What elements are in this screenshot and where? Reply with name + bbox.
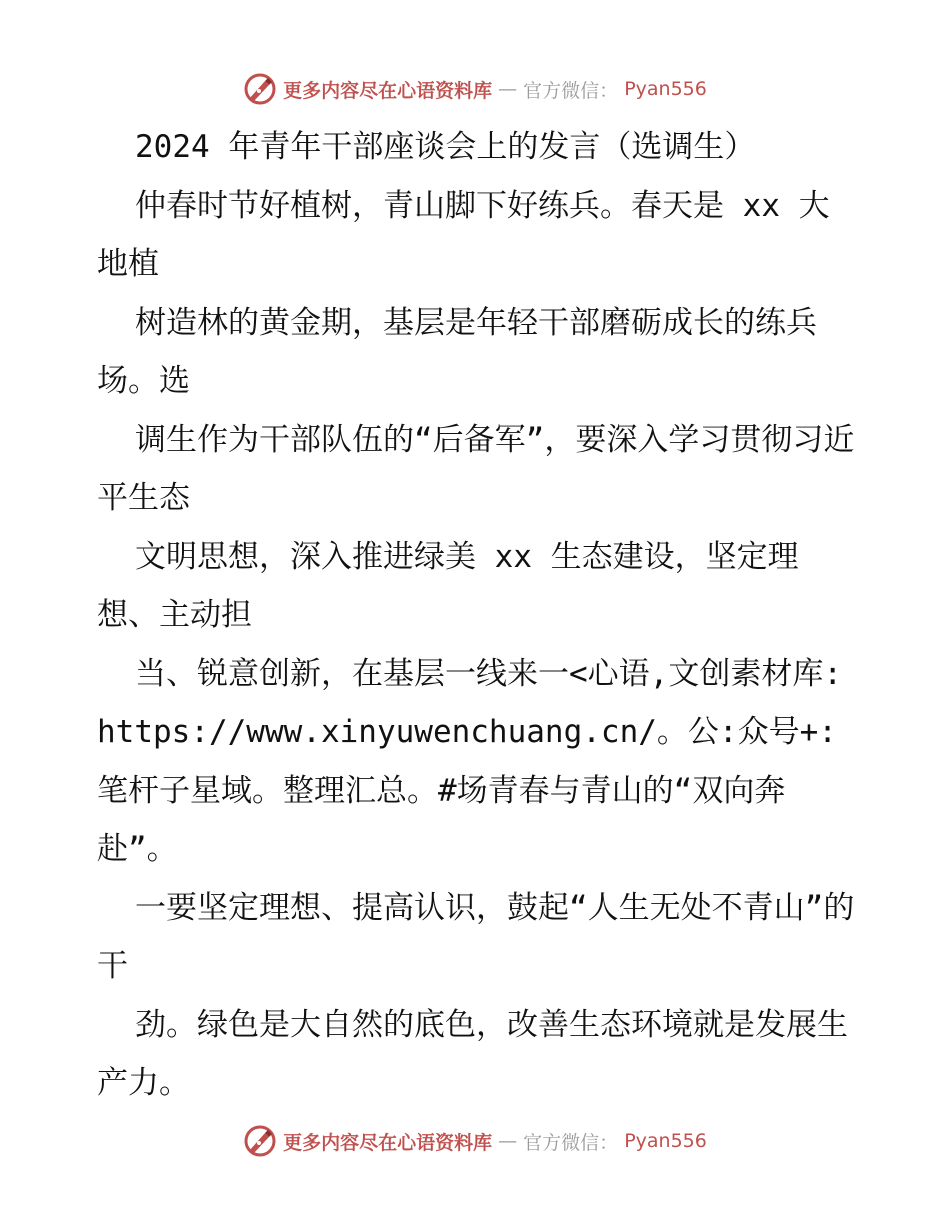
banner-wechat-id: Pyan556 [624, 1130, 707, 1152]
banner-main-text: 更多内容尽在心语资料库 [283, 79, 493, 102]
paragraph: 当、锐意创新，在基层一线来一<心语,文创素材库: https://www.xinyuwenchuang.cn/。公:众号+: 笔杆子星域。整理汇总。#场青春与青山的“双向奔赴”。 [97, 655, 842, 867]
banner-main-text: 更多内容尽在心语资料库 [283, 1131, 493, 1154]
paragraph: 树造林的黄金期，基层是年轻干部磨砺成长的练兵场。选 [97, 304, 817, 399]
banner-wechat-label: 官方微信： [523, 1131, 619, 1154]
document-body [97, 118, 857, 1113]
pen-logo-icon [243, 1124, 277, 1158]
banner-separator: — [498, 78, 518, 100]
banner-wechat-label: 官方微信： [523, 79, 619, 102]
document-title: 2024 年青年干部座谈会上的发言（选调生） [135, 129, 756, 165]
paragraph: 调生作为干部队伍的“后备军”，要深入学习贯彻习近平生态 [97, 421, 855, 516]
pen-logo-icon [243, 72, 277, 106]
paragraph: 劲。绿色是大自然的底色，改善生态环境就是发展生产力。 [97, 1006, 848, 1101]
banner-wechat-id: Pyan556 [624, 78, 707, 100]
paragraph: 一要坚定理想、提高认识，鼓起“人生无处不青山”的干 [97, 889, 855, 984]
footer-banner [0, 1124, 950, 1158]
paragraph: 仲春时节好植树，青山脚下好练兵。春天是 xx 大地植 [97, 187, 830, 282]
paragraph: 文明思想，深入推进绿美 xx 生态建设，坚定理想、主动担 [97, 538, 799, 633]
banner-separator: — [498, 1130, 518, 1152]
header-banner [0, 72, 950, 106]
